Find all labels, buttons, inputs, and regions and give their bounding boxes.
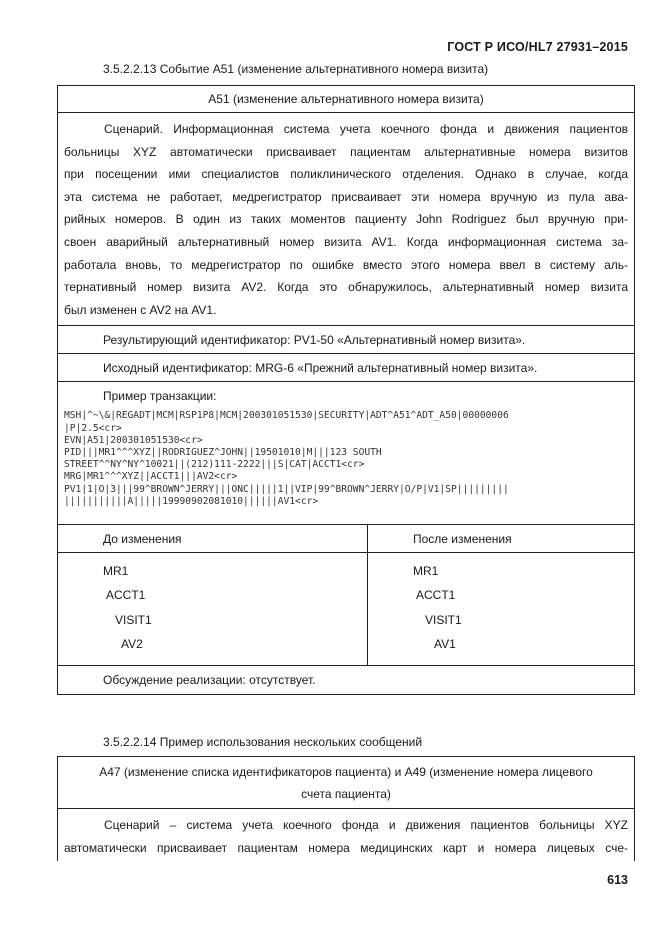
table-title [58, 757, 634, 809]
code-line: |||||||||||A|||||19990902081010||||||AV1<cr> [64, 495, 319, 507]
table-title-line: A47 (изменение списка идентификаторов пациента) и A49 (изменение номера лицевого [99, 765, 593, 779]
section-heading-a51: 3.5.2.2.13 Событие A51 (изменение альтернативного номера визита) [103, 62, 489, 76]
code-line: MSH|^~\&|REGADT|MCM|RSP1P8|MCM|200301051530|SECURITY|ADT^A51^ADT_A50|00000006 [64, 410, 509, 422]
page-number: 613 [607, 873, 628, 887]
scenario-line: тернативный номер визита AV2. Когда это обнаружилось, альтернативный номер визита [64, 280, 628, 295]
change-values-row [58, 553, 634, 666]
code-line: |P|2.5<cr> [64, 422, 122, 434]
change-header-row [58, 525, 634, 553]
implementation-discussion: Обсуждение реализации: отсутствует. [103, 672, 316, 687]
after-value: ACCT1 [416, 588, 456, 603]
after-value: VISIT1 [425, 612, 462, 627]
after-value: MR1 [413, 563, 439, 578]
before-value: VISIT1 [115, 612, 152, 627]
transaction-code [58, 410, 634, 524]
transaction-example [58, 382, 634, 525]
before-value: MR1 [103, 563, 129, 578]
scenario-line: эта система не работает, медрегистратор присваивает эти номера вручную из пула ава- [64, 189, 628, 204]
scenario-line: своен аварийный альтернативный номер визита AV1. Когда информационная система за- [64, 234, 628, 249]
transaction-label: Пример транзакции: [103, 389, 217, 404]
scenario-line: работала вновь, то медрегистратор по ошибке вместо этого номера ввел в систему аль- [64, 257, 628, 272]
before-header: До изменения [58, 525, 368, 552]
code-line: PV1|1|O|3|||99^BROWN^JERRY|||ONC|||||1||VIP|99^BROWN^JERRY|O/P|V1|SP||||||||| [64, 483, 509, 495]
scenario-line: был изменен с AV2 на AV1. [64, 302, 217, 317]
after-values [368, 559, 634, 657]
result-identifier: Результирующий идентификатор: PV1-50 «Альтернативный номер визита». [58, 326, 634, 354]
document-header: ГОСТ Р ИСО/HL7 27931–2015 [447, 40, 628, 54]
source-identifier: Исходный идентификатор: MRG-6 «Прежний альтернативный номер визита». [58, 354, 634, 382]
scenario-line: Сценарий – система учета коечного фонда и движения пациентов больницы XYZ [104, 818, 628, 832]
before-value: ACCT1 [106, 588, 146, 603]
code-line: EVN|A51|200301051530<cr> [64, 434, 203, 446]
section-heading-multiple: 3.5.2.2.14 Пример использования нескольких сообщений [103, 735, 423, 749]
scenario-line: рийных номеров. В один из таких моментов пациенту John Rodriguez был вручную при- [64, 212, 628, 227]
scenario-paragraph [58, 113, 634, 326]
scenario-line: Сценарий. Информационная система учета коечного фонда и движения пациентов [104, 122, 628, 136]
scenario-paragraph [58, 809, 634, 863]
before-values [58, 553, 368, 665]
code-line: MRG|MR1^^^XYZ||ACCT1|||AV2<cr> [64, 471, 238, 483]
scenario-line: при посещении ими специалистов поликлинического отделения. Однако в случае, когда [64, 167, 628, 182]
scenario-line: автоматически присваивает пациентам номера медицинских карт и номера лицевых сче- [64, 840, 628, 855]
code-line: STREET^^NY^NY^10021||(212)111-2222|||S|CAT|ACCT1<cr> [64, 459, 365, 471]
before-value: AV2 [121, 637, 143, 652]
scenario-line: больницы XYZ автоматически присваивает пациентам альтернативные номера визитов [64, 144, 628, 159]
after-value: AV1 [434, 637, 456, 652]
event-a51-table [57, 85, 635, 695]
code-line: PID|||MR1^^^XYZ||RODRIGUEZ^JOHN||19501010|M|||123 SOUTH [64, 446, 382, 458]
multi-message-table [57, 756, 635, 861]
table-title: A51 (изменение альтернативного номера визита) [58, 86, 634, 113]
table-title-line: счета пациента) [301, 787, 391, 801]
after-header: После изменения [413, 531, 512, 546]
